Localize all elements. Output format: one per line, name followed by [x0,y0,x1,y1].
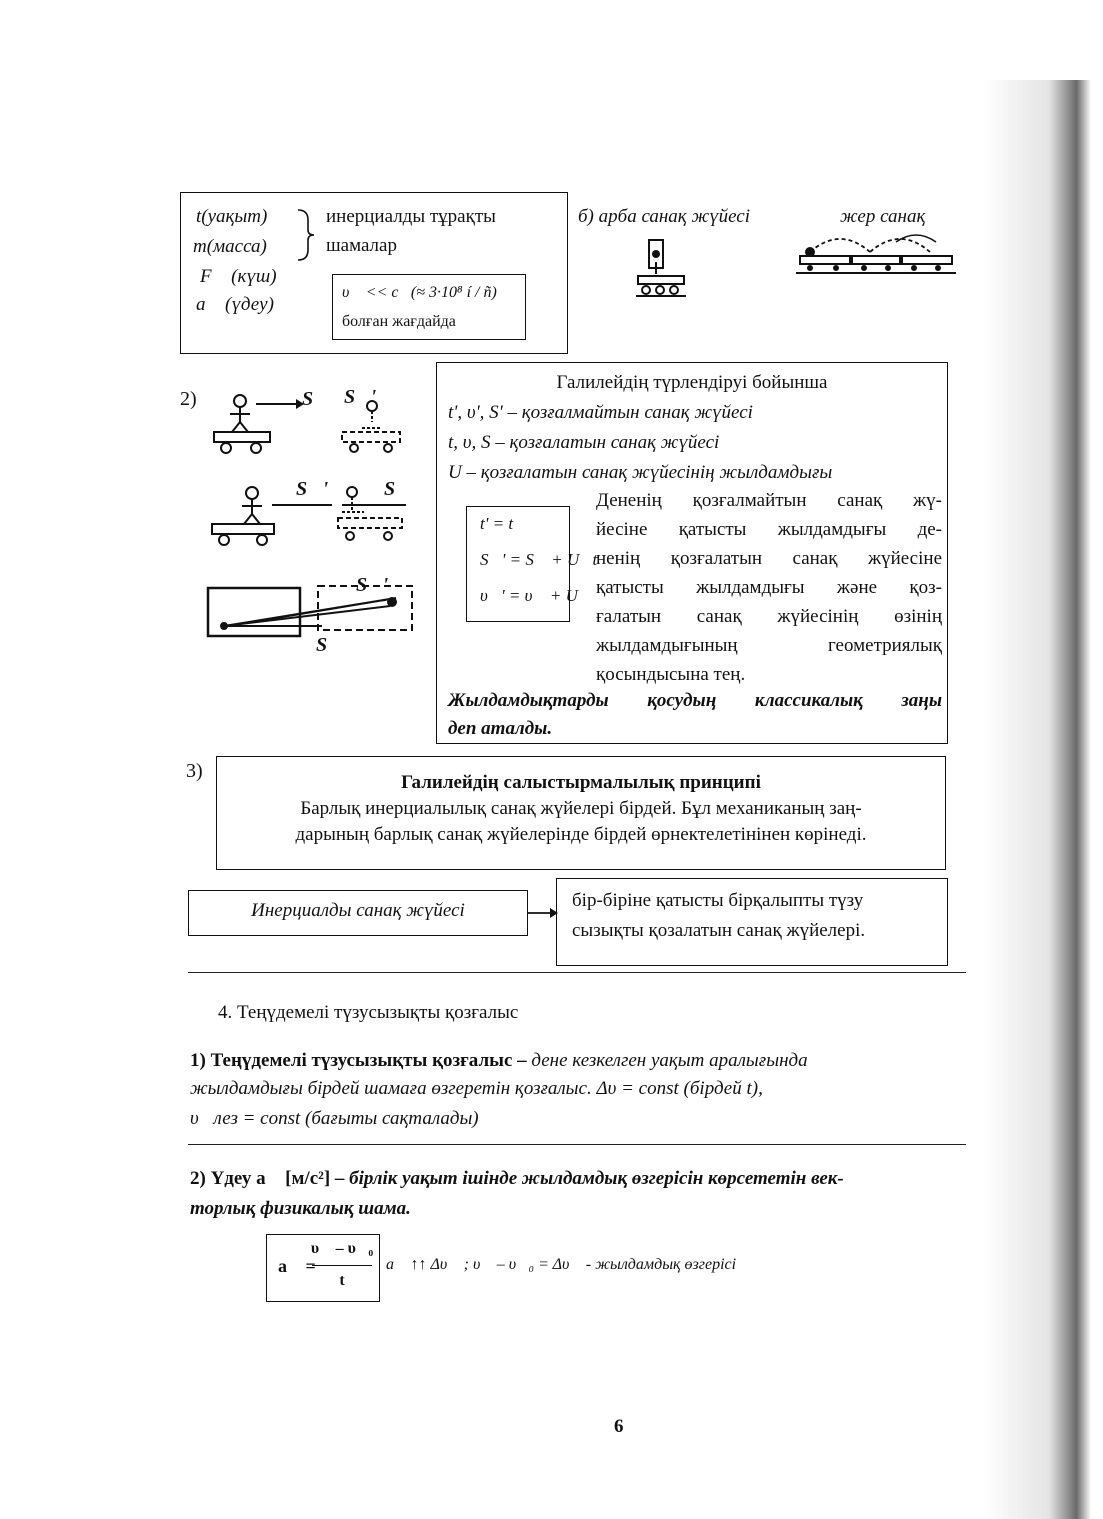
cart-dashed-mid [334,484,406,548]
section-3-marker: 3) [186,760,203,782]
galilean-desc-line-4: қатысты жылдамдығы және қоз- [596,577,942,598]
inertial-frame-label: Инерциалды санақ жүйесі [251,900,465,921]
acceleration-formula-denominator: t [339,1272,345,1289]
condition-text: болған жағдайда [342,313,456,330]
uniform-acceleration-definition-text: дене кезкелген уақыт аралығында [526,1050,808,1071]
galilean-desc-line-6: жылдамдығының геометриялық [596,635,942,656]
acceleration-definition-line-2: торлық физикалық шама. [190,1198,411,1219]
vector-s-label-bottom: S⃗ [316,634,343,656]
cart-frame-label: б) арба санақ жүйесі [578,206,751,227]
vector-s-prime-label-mid: S⃗' [296,478,329,500]
vector-s-label-mid: S⃗ [384,478,411,500]
displacement-arrow-top [256,398,304,410]
galilean-desc-line-2: йесіне қатысты жылдамдығы де- [596,519,942,540]
invariant-label-line1: инерциалды тұрақты [326,206,496,227]
uniform-acceleration-definition-line-3: υ⃗лез = const (бағыты сақталады) [190,1108,479,1129]
acceleration-definition-text: бірлік уақыт ішінде жылдамдық өзгерісін көрсететін век- [344,1168,844,1189]
quantity-mass: m(масса) [193,236,267,257]
galilean-line-1: t', υ', S' – қозғалмайтын санақ жүйесі [448,402,753,423]
acceleration-definition-line-1 [190,1168,844,1190]
velocity-addition-law-line-2: деп аталды. [448,718,553,739]
inertial-definition-line-1: бір-біріне қатысты бірқалыпты түзу [572,890,864,911]
galilean-desc-line-5: ғалатын санақ жүйесінің өзінің [596,606,942,627]
section-2-marker: 2) [180,388,197,410]
quantity-time: t(уақыт) [196,206,268,227]
vector-s-prime-label-top: S⃗' [344,386,377,408]
formula-time: t' = t [480,514,514,533]
velocity-addition-law-line-1: Жылдамдықтарды қосудың классикалық заңы [448,690,942,711]
page-edge-shadow [983,80,1103,1519]
ground-frame-label: жер санақ [840,206,926,227]
formula-displacement: S⃗' = S⃗ + U⃗t [480,550,598,569]
section-divider-2 [188,1144,966,1145]
relativity-principle-line-2: дарының барлық санақ жүйелерінде бірдей өрнектелетінінен көрінеді. [295,824,867,845]
acceleration-fraction-bar [312,1265,372,1266]
uniform-acceleration-term: 1) Теңүдемелі түзусызықты қозғалыс – [190,1050,527,1071]
acceleration-term: 2) Үдеу a⃗ [м/с²] – [190,1168,345,1189]
galilean-desc-line-3: ненің қозғалатын санақ жүйесіне [596,548,942,569]
ground-frame-illustration [796,228,956,276]
galilean-desc-line-7: қосындысына тең. [596,664,746,685]
quantity-acceleration: a⃗ (үдеу) [196,294,274,315]
quantity-force: F⃗ (күш) [200,266,277,287]
invariant-label-line2: шамалар [326,235,397,256]
acceleration-formula-numerator: υ⃗ – υ⃗₀ [310,1240,374,1257]
relativity-principle-title: Галилейдің салыстырмалылық принципі [401,772,761,793]
formula-velocity: υ⃗' = υ⃗ + U⃗ [480,586,592,605]
arrow-right-icon [528,907,558,919]
section-divider-1 [188,972,966,973]
inertial-definition-line-2: сызықты қозалатын санақ жүйелері. [572,920,866,941]
galilean-line-2: t, υ, S – қозғалатын санақ жүйесі [448,432,720,453]
cart-with-person-mid [208,484,278,550]
galilean-line-3: U – қозғалатын санақ жүйесінің жылдамдығы [448,462,833,483]
page-number: 6 [614,1416,624,1437]
acceleration-direction-relation: a⃗ ↑↑ Δυ⃗ ; υ⃗ – υ⃗₀ = Δυ⃗ - жылдамдық өзгерісі [386,1256,737,1273]
brace-icon [296,208,316,262]
uniform-acceleration-definition-line-1 [190,1050,808,1072]
section-4-heading: 4. Теңүдемелі түзусызықты қозғалыс [218,1002,519,1023]
cart-dashed-top [338,400,404,456]
acceleration-formula-lhs: a⃗ = [278,1256,316,1276]
galilean-title: Галилейдің түрлендіруі бойынша [556,372,828,393]
uniform-acceleration-definition-line-2: жылдамдығы бірдей шамаға өзгеретін қозғалыс. Δυ = const (бірдей t), [190,1078,763,1099]
vector-s-label-top: S⃗ [302,388,329,410]
cart-frame-illustration [636,238,688,300]
galilean-desc-line-1: Дененің қозғалмайтын санақ жү- [596,490,942,511]
condition-formula: υ⃗ << c⃗(≈ 3·10⁸ í / ñ) [342,284,497,301]
relativity-principle-line-1: Барлық инерциалылық санақ жүйелері бірдей. Бұл механиканың заң- [300,798,862,819]
vector-s-prime-label-bottom: S⃗' [356,574,389,596]
